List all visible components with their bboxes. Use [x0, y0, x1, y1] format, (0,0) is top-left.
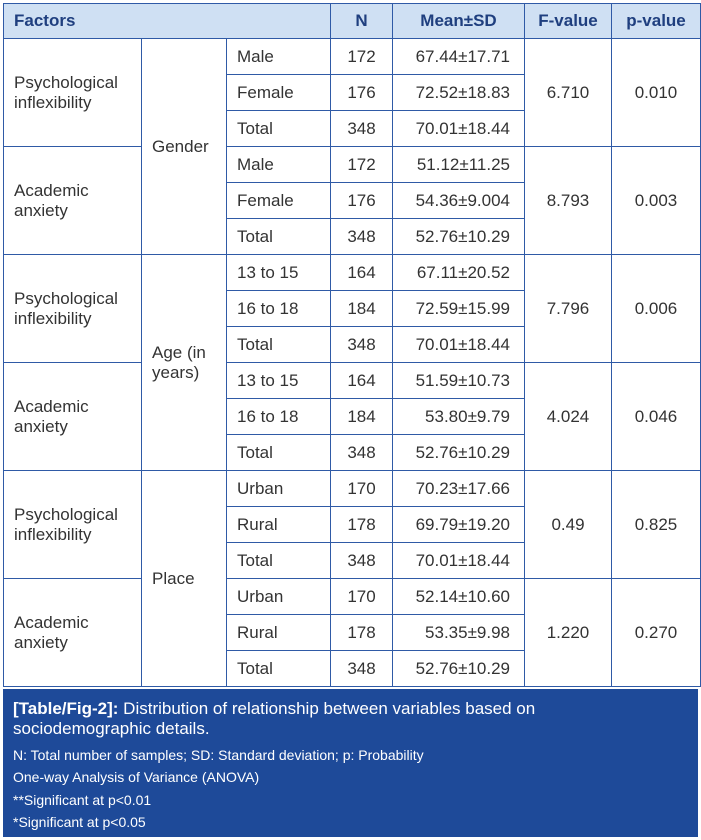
subgroup-cell: Female	[227, 75, 331, 111]
factor-cell: Psychological inflexibility	[4, 471, 142, 579]
subgroup-cell: Total	[227, 219, 331, 255]
p-value-cell: 0.006	[612, 255, 701, 363]
table-row	[4, 363, 701, 399]
factor-cell: Academic anxiety	[4, 147, 142, 255]
n-cell: 176	[331, 75, 393, 111]
table-row	[4, 39, 701, 75]
f-value-cell: 6.710	[525, 39, 612, 147]
factor-cell: Psychological inflexibility	[4, 255, 142, 363]
caption-note: One-way Analysis of Variance (ANOVA)	[13, 769, 260, 785]
mean-sd-cell: 70.01±18.44	[393, 327, 525, 363]
n-cell: 170	[331, 579, 393, 615]
mean-sd-cell: 52.76±10.29	[393, 651, 525, 687]
subgroup-cell: Urban	[227, 471, 331, 507]
n-cell: 184	[331, 291, 393, 327]
mean-sd-cell: 51.12±11.25	[393, 147, 525, 183]
subgroup-cell: 13 to 15	[227, 363, 331, 399]
mean-sd-cell: 52.76±10.29	[393, 435, 525, 471]
caption-title	[13, 699, 673, 739]
mean-sd-cell: 51.59±10.73	[393, 363, 525, 399]
caption-text: Distribution of relationship between variables based on sociodemographic details.	[13, 699, 536, 738]
header-factors: Factors	[4, 4, 331, 39]
caption-label: [Table/Fig-2]:	[13, 699, 119, 718]
f-value-cell: 1.220	[525, 579, 612, 687]
mean-sd-cell: 67.44±17.71	[393, 39, 525, 75]
p-value-cell: 0.825	[612, 471, 701, 579]
table-row	[4, 147, 701, 183]
n-cell: 348	[331, 651, 393, 687]
subgroup-cell: Total	[227, 435, 331, 471]
p-value-cell: 0.010	[612, 39, 701, 147]
subgroup-cell: Female	[227, 183, 331, 219]
f-value-cell: 4.024	[525, 363, 612, 471]
group-cell: Age (in years)	[142, 255, 227, 471]
n-cell: 172	[331, 39, 393, 75]
p-value-cell: 0.003	[612, 147, 701, 255]
caption-note: **Significant at p<0.01	[13, 792, 152, 808]
group-cell: Place	[142, 471, 227, 687]
n-cell: 348	[331, 435, 393, 471]
n-cell: 348	[331, 543, 393, 579]
mean-sd-cell: 70.01±18.44	[393, 543, 525, 579]
subgroup-cell: Total	[227, 327, 331, 363]
factor-cell: Academic anxiety	[4, 579, 142, 687]
mean-sd-cell: 69.79±19.20	[393, 507, 525, 543]
header-p-value: p-value	[612, 4, 701, 39]
mean-sd-cell: 70.23±17.66	[393, 471, 525, 507]
header-row	[4, 4, 701, 39]
table-caption	[3, 689, 698, 837]
subgroup-cell: Total	[227, 111, 331, 147]
n-cell: 164	[331, 255, 393, 291]
header-mean: Mean±SD	[393, 4, 525, 39]
mean-sd-cell: 72.59±15.99	[393, 291, 525, 327]
mean-sd-cell: 72.52±18.83	[393, 75, 525, 111]
n-cell: 170	[331, 471, 393, 507]
caption-note: *Significant at p<0.05	[13, 814, 146, 830]
table-body	[4, 39, 701, 687]
caption-note: N: Total number of samples; SD: Standard deviation; p: Probability	[13, 747, 424, 763]
n-cell: 348	[331, 111, 393, 147]
n-cell: 172	[331, 147, 393, 183]
header-n: N	[331, 4, 393, 39]
n-cell: 348	[331, 327, 393, 363]
n-cell: 176	[331, 183, 393, 219]
factor-cell: Academic anxiety	[4, 363, 142, 471]
data-table-container	[3, 3, 700, 687]
f-value-cell: 8.793	[525, 147, 612, 255]
mean-sd-cell: 67.11±20.52	[393, 255, 525, 291]
factor-cell: Psychological inflexibility	[4, 39, 142, 147]
mean-sd-cell: 52.76±10.29	[393, 219, 525, 255]
subgroup-cell: 13 to 15	[227, 255, 331, 291]
subgroup-cell: Rural	[227, 615, 331, 651]
subgroup-cell: Male	[227, 39, 331, 75]
data-table	[3, 3, 701, 687]
table-row	[4, 471, 701, 507]
subgroup-cell: Male	[227, 147, 331, 183]
subgroup-cell: Rural	[227, 507, 331, 543]
n-cell: 164	[331, 363, 393, 399]
mean-sd-cell: 70.01±18.44	[393, 111, 525, 147]
mean-sd-cell: 54.36±9.004	[393, 183, 525, 219]
n-cell: 348	[331, 219, 393, 255]
n-cell: 184	[331, 399, 393, 435]
mean-sd-cell: 53.80±9.79	[393, 399, 525, 435]
group-cell: Gender	[142, 39, 227, 255]
n-cell: 178	[331, 615, 393, 651]
f-value-cell: 0.49	[525, 471, 612, 579]
mean-sd-cell: 52.14±10.60	[393, 579, 525, 615]
table-row	[4, 579, 701, 615]
subgroup-cell: Total	[227, 543, 331, 579]
subgroup-cell: 16 to 18	[227, 291, 331, 327]
f-value-cell: 7.796	[525, 255, 612, 363]
mean-sd-cell: 53.35±9.98	[393, 615, 525, 651]
table-row	[4, 255, 701, 291]
n-cell: 178	[331, 507, 393, 543]
subgroup-cell: Urban	[227, 579, 331, 615]
p-value-cell: 0.270	[612, 579, 701, 687]
subgroup-cell: 16 to 18	[227, 399, 331, 435]
header-f-value: F-value	[525, 4, 612, 39]
p-value-cell: 0.046	[612, 363, 701, 471]
subgroup-cell: Total	[227, 651, 331, 687]
